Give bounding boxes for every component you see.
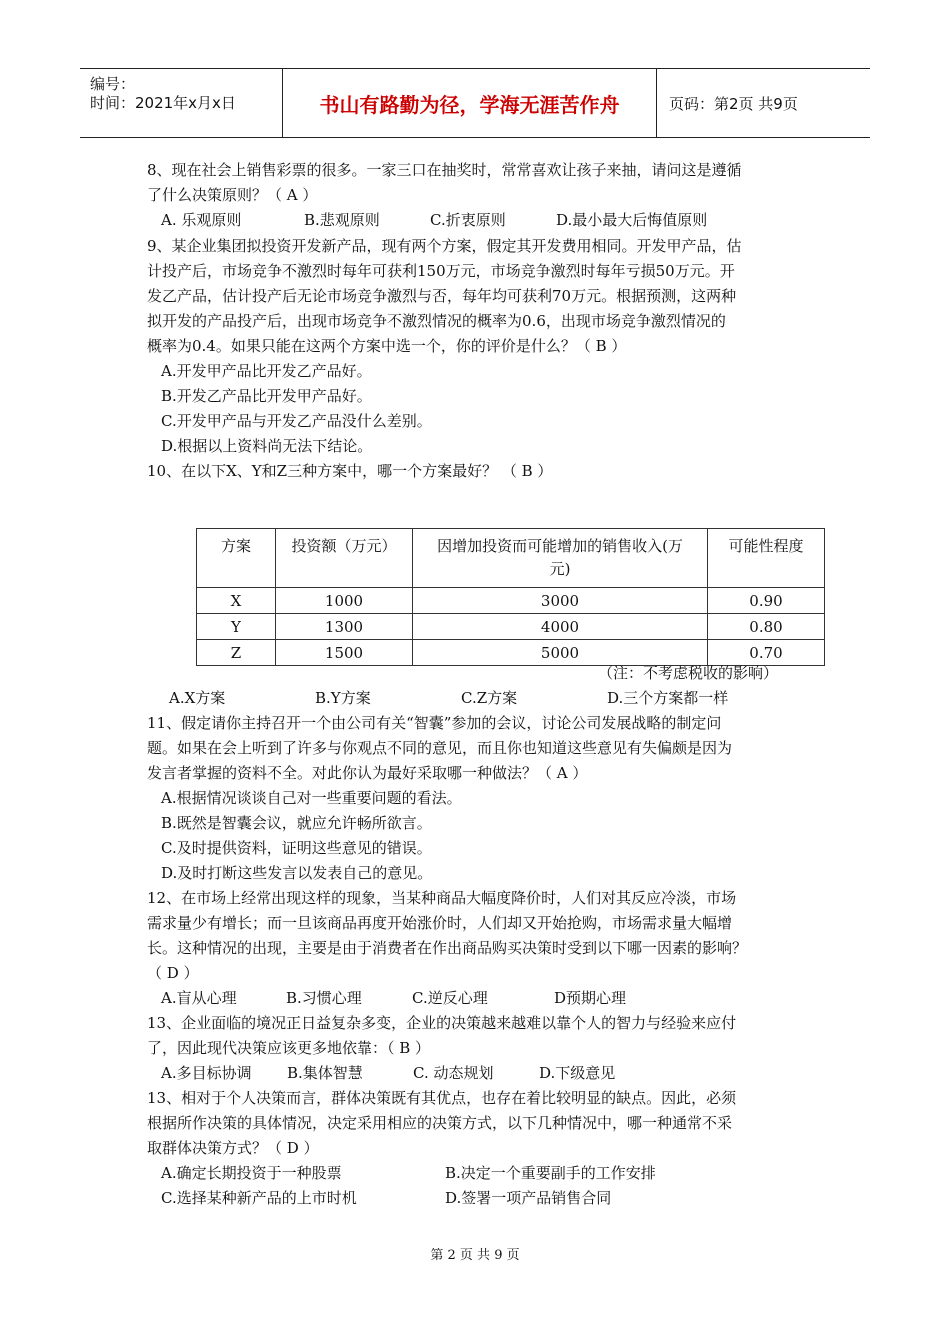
- q9-option-d: D.根据以上资料尚无法下结论。: [161, 437, 373, 455]
- q10-option-b: B.Y方案: [315, 689, 371, 707]
- q8-stem-line2: 了什么决策原则？（ A ）: [147, 186, 318, 204]
- q11-stem-line1: 11、假定请你主持召开一个由公司有关“智囊”参加的会议，讨论公司发展战略的制定问: [147, 714, 722, 732]
- q12-stem-line4: （ D ）: [147, 964, 199, 982]
- page-header: [80, 68, 870, 138]
- header-left-cell: [80, 69, 283, 137]
- table-cell-plan: Z: [197, 640, 276, 666]
- table-cell-investment: 1500: [276, 640, 413, 666]
- q9-option-c: C.开发甲产品与开发乙产品没什么差别。: [161, 412, 432, 430]
- table-header-plan: 方案: [197, 529, 276, 588]
- page-footer: 第 2 页 共 9 页: [430, 1248, 520, 1263]
- q13a-option-b: B.集体智慧: [287, 1064, 363, 1082]
- table-cell-investment: 1000: [276, 588, 413, 614]
- table-cell-probability: 0.70: [708, 640, 825, 666]
- q13a-stem-line2: 了，因此现代决策应该更多地依靠：（ B ）: [147, 1039, 431, 1057]
- q10-option-c: C.Z方案: [461, 689, 518, 707]
- table-cell-probability: 0.80: [708, 614, 825, 640]
- q12-stem-line1: 12、在市场上经常出现这样的现象，当某种商品大幅度降价时，人们对其反应冷淡，市场: [147, 889, 737, 907]
- q13b-option-a: A.确定长期投资于一种股票: [161, 1164, 342, 1182]
- table-cell-investment: 1300: [276, 614, 413, 640]
- q13b-option-c: C.选择某种新产品的上市时机: [161, 1189, 357, 1207]
- q9-stem-line4: 拟开发的产品投产后，出现市场竞争不激烈情况的概率为0.6，出现市场竞争激烈情况的: [147, 312, 726, 330]
- q8-stem-line1: 8、现在社会上销售彩票的很多。一家三口在抽奖时，常常喜欢让孩子来抽，请问这是遵循: [147, 161, 742, 179]
- q13b-option-d: D.签署一项产品销售合同: [445, 1189, 612, 1207]
- q8-option-d: D.最小最大后悔值原则: [556, 211, 708, 229]
- table-cell-probability: 0.90: [708, 588, 825, 614]
- q12-option-b: B.习惯心理: [286, 989, 362, 1007]
- q13a-option-c: C. 动态规划: [413, 1064, 494, 1082]
- q10-stem: 10、在以下X、Y和Z三种方案中，哪一个方案最好？ （ B ）: [147, 462, 553, 480]
- q12-option-c: C.逆反心理: [412, 989, 488, 1007]
- q11-stem-line3: 发言者掌握的资料不全。对此你认为最好采取哪一种做法？（ A ）: [147, 764, 588, 782]
- q9-stem-line1: 9、某企业集团拟投资开发新产品，现有两个方案，假定其开发费用相同。开发甲产品，估: [147, 237, 742, 255]
- q9-stem-line3: 发乙产品，估计投产后无论市场竞争激烈与否，每年均可获利70万元。根据预测，这两种: [147, 287, 737, 305]
- q8-option-b: B.悲观原则: [304, 211, 380, 229]
- header-page-info: 页码：第2页 共9页: [669, 94, 798, 113]
- q8-option-a: A. 乐观原则: [161, 211, 242, 229]
- q8-options: [161, 209, 707, 231]
- q12-options: [161, 987, 626, 1009]
- document-number-label: 编号：: [90, 75, 136, 93]
- q8-option-c: C.折衷原则: [430, 211, 506, 229]
- table-row: [197, 614, 825, 640]
- q9-option-a: A.开发甲产品比开发乙产品好。: [161, 362, 372, 380]
- header-motto: 书山有路勤为径，学海无涯苦作舟: [283, 69, 657, 137]
- q13b-stem-line2: 根据所作决策的具体情况，决定采用相应的决策方式，以下几种情况中，哪一种通常不采: [147, 1114, 733, 1132]
- table-cell-plan: X: [197, 588, 276, 614]
- q13a-options: [161, 1062, 615, 1084]
- q13a-stem-line1: 13、企业面临的境况正日益复杂多变，企业的决策越来越难以靠个人的智力与经验来应付: [147, 1014, 737, 1032]
- q13b-stem-line1: 13、相对于个人决策而言，群体决策既有其优点，也存在着比较明显的缺点。因此，必须: [147, 1089, 737, 1107]
- q11-option-a: A.根据情况谈谈自己对一些重要问题的看法。: [161, 789, 462, 807]
- table-cell-revenue: 5000: [413, 640, 708, 666]
- table-cell-revenue: 3000: [413, 588, 708, 614]
- q12-option-a: A.盲从心理: [161, 989, 237, 1007]
- table-cell-plan: Y: [197, 614, 276, 640]
- table-row: [197, 588, 825, 614]
- q12-stem-line3: 长。这种情况的出现，主要是由于消费者在作出商品购买决策时受到以下哪一因素的影响？: [147, 939, 748, 957]
- q10-option-d: D.三个方案都一样: [607, 689, 729, 707]
- table-cell-revenue: 4000: [413, 614, 708, 640]
- table-header-investment: 投资额（万元）: [276, 529, 413, 588]
- table-header-row: [197, 529, 825, 588]
- q11-stem-line2: 题。如果在会上听到了许多与你观点不同的意见，而且你也知道这些意见有失偏颇是因为: [147, 739, 733, 757]
- q10-options: [169, 687, 728, 709]
- q9-stem-line5: 概率为0.4。如果只能在这两个方案中选一个，你的评价是什么？（ B ）: [147, 337, 627, 355]
- table-header-revenue: 因增加投资而可能增加的销售收入(万 元): [413, 529, 708, 588]
- q13b-option-b: B.决定一个重要副手的工作安排: [445, 1164, 656, 1182]
- q11-option-d: D.及时打断这些发言以发表自己的意见。: [161, 864, 433, 882]
- q11-option-c: C.及时提供资料，证明这些意见的错误。: [161, 839, 432, 857]
- table-header-probability: 可能性程度: [708, 529, 825, 588]
- document-date: 时间：2021年x月x日: [90, 94, 236, 112]
- q10-plan-table: [196, 528, 825, 666]
- q9-stem-line2: 计投产后，市场竞争不激烈时每年可获利150万元，市场竞争激烈时每年亏损50万元。开: [147, 262, 735, 280]
- q13a-option-d: D.下级意见: [539, 1064, 616, 1082]
- q12-stem-line2: 需求量少有增长；而一旦该商品再度开始涨价时，人们却又开始抢购，市场需求量大幅增: [147, 914, 733, 932]
- q11-option-b: B.既然是智囊会议，就应允许畅所欲言。: [161, 814, 432, 832]
- q10-option-a: A.X方案: [169, 689, 226, 707]
- q13b-stem-line3: 取群体决策方式？（ D ）: [147, 1139, 319, 1157]
- q12-option-d: D预期心理: [554, 989, 627, 1007]
- q13a-option-a: A.多目标协调: [161, 1064, 252, 1082]
- q9-option-b: B.开发乙产品比开发甲产品好。: [161, 387, 372, 405]
- q10-table-note: （注：不考虑税收的影响）: [598, 664, 779, 682]
